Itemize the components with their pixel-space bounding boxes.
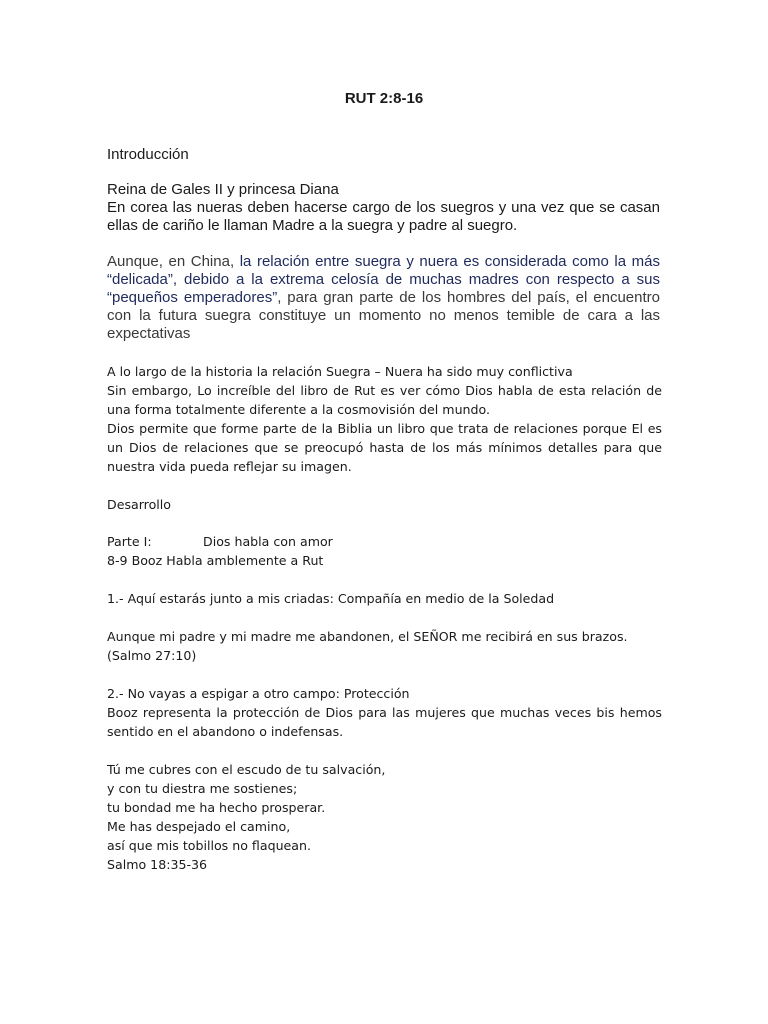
body-block-1 [107, 362, 662, 476]
parte-1-heading [107, 532, 662, 551]
body-paragraph-1: A lo largo de la historia la relación Suegra – Nuera ha sido muy conflictiva [107, 364, 573, 379]
psalm-line-5: así que mis tobillos no flaquean. [107, 838, 312, 853]
quote-1-line-1: Aunque mi padre y mi madre me abandonen, el SEÑOR me recibirá en sus brazos. [107, 629, 628, 644]
intro-heading: Introducción [107, 146, 189, 163]
psalm-line-2: y con tu diestra me sostienes; [107, 781, 298, 796]
parte-1-subtitle: 8-9 Booz Habla amblemente a Rut [107, 553, 324, 568]
point-2-title: 2.- No vayas a espigar a otro campo: Protección [107, 686, 410, 701]
intro-line-1: Reina de Gales II y princesa Diana [107, 181, 339, 198]
point-1: 1.- Aquí estarás junto a mis criadas: Compañía en medio de la Soledad [107, 591, 555, 606]
psalm-line-4: Me has despejado el camino, [107, 819, 291, 834]
psalm-block [107, 760, 662, 874]
china-part-a: Aunque, en China, [107, 253, 240, 270]
quote-1-reference: (Salmo 27:10) [107, 648, 197, 663]
body-paragraph-3: Dios permite que forme parte de la Biblia un libro que trata de relaciones porque El es un Dios de relaciones que se preocupó hasta de los más mínimos detalles para que nuestra vida pueda reflejar su imagen. [107, 421, 662, 474]
intro-line-2: En corea las nueras deben hacerse cargo de los suegros y una vez que se casan ellas de cariño le llaman Madre a la suegra y padre al suegro. [107, 199, 660, 234]
point-2-block [107, 684, 662, 741]
china-part-c: , para gran parte de los hombres del país, el encuentro con la futura suegra constituye un momento no menos temible de cara a las expectativas [107, 289, 660, 342]
psalm-reference: Salmo 18:35-36 [107, 857, 208, 872]
parte-1-block [107, 532, 662, 570]
point-2-text: Booz representa la protección de Dios para las mujeres que muchas veces bis hemos sentido en el abandono o indefensas. [107, 705, 662, 739]
china-part-b: la relación entre suegra y nuera es considerada como la más “delicada”, debido a la extrema celosía de muchas madres con respecto a sus “pequeños emperadores” [107, 253, 660, 306]
psalm-line-1: Tú me cubres con el escudo de tu salvación, [107, 762, 386, 777]
psalm-line-3: tu bondad me ha hecho prosperar. [107, 800, 326, 815]
parte-1-title: Dios habla con amor [203, 534, 333, 549]
parte-1-label: Parte I: [107, 534, 152, 549]
quote-1 [107, 627, 662, 665]
page-title: RUT 2:8-16 [344, 90, 424, 107]
china-paragraph [107, 253, 660, 343]
body-paragraph-2: Sin embargo, Lo increíble del libro de Rut es ver cómo Dios habla de esta relación de una forma totalmente diferente a la cosmovisión del mundo. [107, 383, 662, 417]
desarrollo-heading: Desarrollo [107, 497, 171, 512]
